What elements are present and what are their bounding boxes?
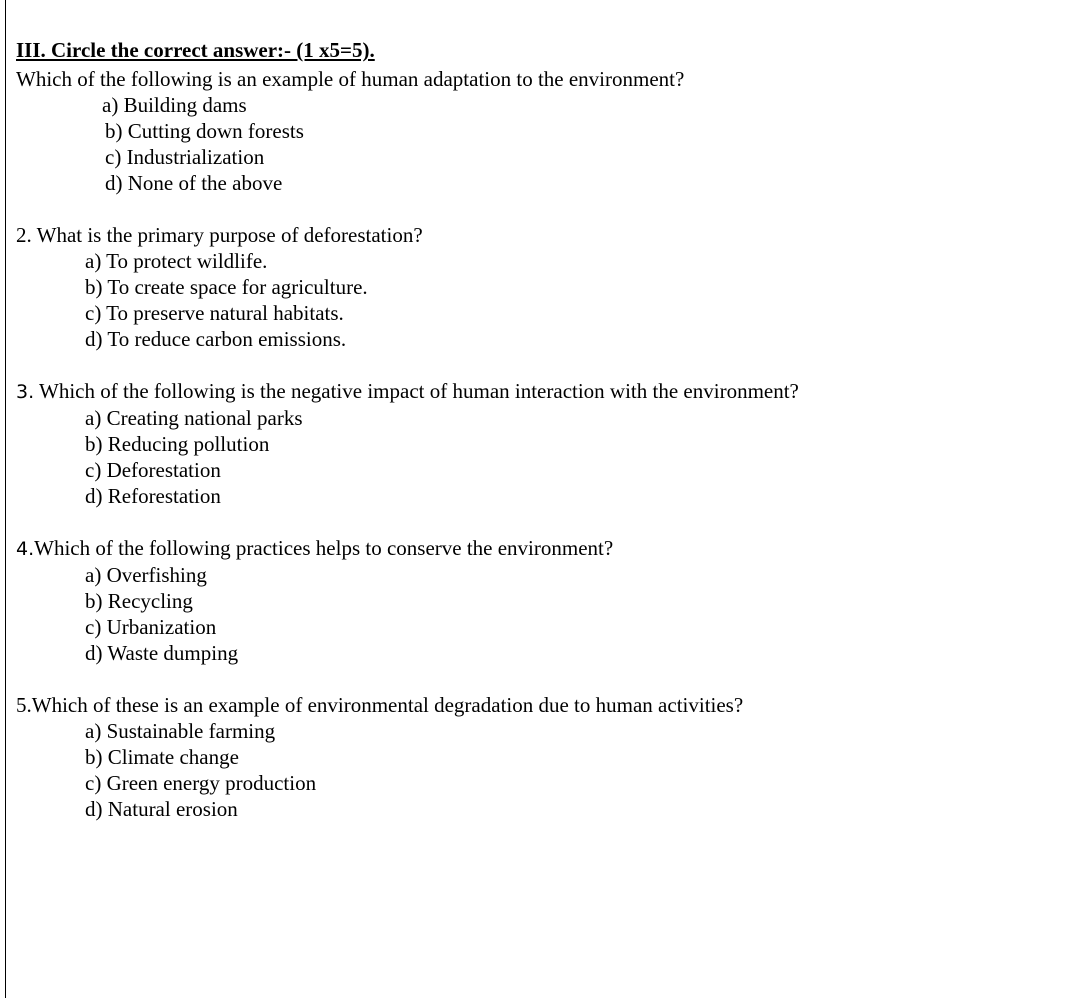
- question-3: [16, 378, 1068, 509]
- question-2-options: [16, 248, 1068, 352]
- spacer: [16, 196, 1068, 222]
- question-5-option-c[interactable]: c) Green energy production: [85, 771, 317, 795]
- question-2-option-c[interactable]: c) To preserve natural habitats.: [85, 301, 344, 325]
- question-4-option-b[interactable]: b) Recycling: [85, 589, 193, 613]
- question-3-prompt: Which of the following is the negative impact of human interaction with the environment?: [34, 379, 799, 403]
- question-5-option-d[interactable]: d) Natural erosion: [85, 797, 238, 821]
- question-1-text: [16, 66, 1068, 92]
- question-2-prompt: What is the primary purpose of deforestation?: [31, 223, 423, 247]
- question-3-option-d[interactable]: d) Reforestation: [85, 484, 221, 508]
- question-sheet: [16, 38, 1068, 822]
- question-5: [16, 692, 1068, 822]
- question-1-option-a[interactable]: a) Building dams: [102, 93, 247, 117]
- question-2-option-a[interactable]: a) To protect wildlife.: [85, 249, 268, 273]
- question-2-text: [16, 222, 1068, 248]
- question-4-options: [16, 562, 1068, 666]
- question-1-option-d[interactable]: d) None of the above: [105, 171, 283, 195]
- spacer: [16, 352, 1068, 378]
- spacer: [16, 509, 1068, 535]
- question-5-text: [16, 692, 1068, 718]
- page-left-border: [5, 0, 6, 998]
- question-3-number: 3.: [16, 381, 35, 403]
- question-2-option-b[interactable]: b) To create space for agriculture.: [85, 275, 368, 299]
- question-4-number: 4.: [16, 538, 35, 560]
- question-2-number: 2.: [16, 223, 32, 247]
- question-4-option-d[interactable]: d) Waste dumping: [85, 641, 239, 665]
- question-3-option-c[interactable]: c) Deforestation: [85, 458, 221, 482]
- question-4-option-c[interactable]: c) Urbanization: [85, 615, 217, 639]
- question-5-prompt: Which of these is an example of environmental degradation due to human activities?: [31, 693, 744, 717]
- question-1-option-b[interactable]: b) Cutting down forests: [105, 119, 304, 143]
- question-4-text: [16, 535, 1068, 562]
- section-heading: III. Circle the correct answer:- (1 x5=5).: [16, 38, 375, 62]
- question-3-option-a[interactable]: a) Creating national parks: [85, 406, 303, 430]
- question-5-options: [16, 718, 1068, 822]
- question-5-number: 5.: [16, 693, 32, 717]
- question-5-option-a[interactable]: a) Sustainable farming: [85, 719, 276, 743]
- question-1-prompt: Which of the following is an example of human adaptation to the environment?: [16, 67, 685, 91]
- question-5-option-b[interactable]: b) Climate change: [85, 745, 239, 769]
- question-1: [16, 66, 1068, 196]
- question-3-option-b[interactable]: b) Reducing pollution: [85, 432, 270, 456]
- spacer: [16, 666, 1068, 692]
- question-4: [16, 535, 1068, 666]
- question-2: [16, 222, 1068, 352]
- question-3-text: [16, 378, 1068, 405]
- question-1-option-c[interactable]: c) Industrialization: [105, 145, 265, 169]
- question-4-prompt: Which of the following practices helps to conserve the environment?: [34, 536, 614, 560]
- question-3-options: [16, 405, 1068, 509]
- question-4-option-a[interactable]: a) Overfishing: [85, 563, 207, 587]
- question-2-option-d[interactable]: d) To reduce carbon emissions.: [85, 327, 347, 351]
- question-1-options: [16, 92, 1068, 196]
